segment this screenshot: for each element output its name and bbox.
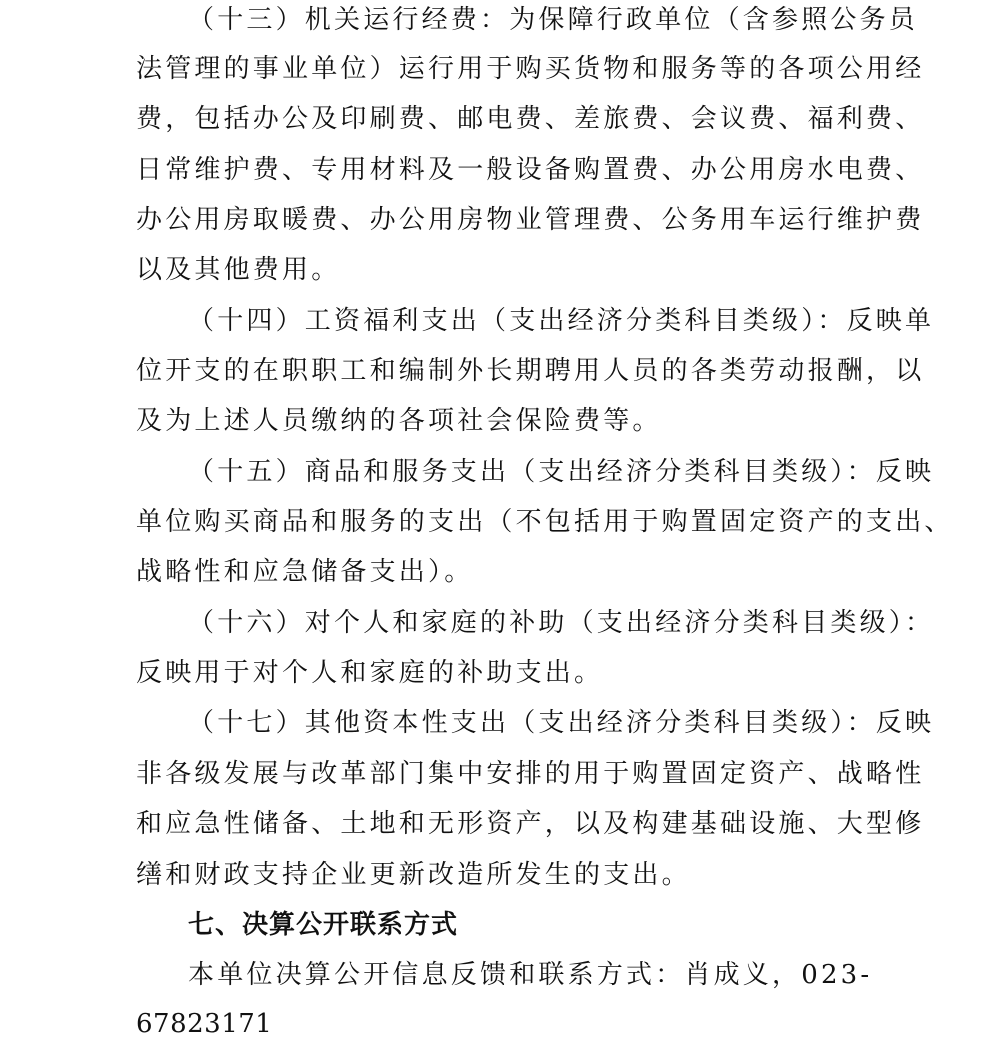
paragraph-13-line-6: 以及其他费用。	[136, 255, 341, 285]
paragraph-14-line-1: （十四）工资福利支出（支出经济分类科目类级）：反映单	[188, 306, 935, 336]
paragraph-15-line-2: 单位购买商品和服务的支出（不包括用于购置固定资产的支出、	[136, 507, 954, 537]
paragraph-13-line-3: 费，包括办公及印刷费、邮电费、差旅费、会议费、福利费、	[136, 104, 925, 134]
paragraph-14-line-2: 位开支的在职职工和编制外长期聘用人员的各类劳动报酬，以	[136, 356, 925, 386]
paragraph-14-line-3: 及为上述人员缴纳的各项社会保险费等。	[136, 406, 662, 436]
paragraph-13-line-1: （十三）机关运行经费：为保障行政单位（含参照公务员	[188, 5, 919, 35]
paragraph-17-line-1: （十七）其他资本性支出（支出经济分类科目类级）：反映	[188, 708, 935, 738]
paragraph-16-line-2: 反映用于对个人和家庭的补助支出。	[136, 658, 604, 688]
paragraph-13-line-2: 法管理的事业单位）运行用于购买货物和服务等的各项公用经	[136, 54, 925, 84]
paragraph-17-line-3: 和应急性储备、土地和无形资产，以及构建基础设施、大型修	[136, 809, 925, 839]
contact-phone: 67823171	[136, 1009, 273, 1039]
paragraph-17-line-4: 缮和财政支持企业更新改造所发生的支出。	[136, 860, 691, 890]
contact-line-1: 本单位决算公开信息反馈和联系方式：肖成义，023-	[188, 960, 873, 990]
paragraph-13-line-4: 日常维护费、专用材料及一般设备购置费、办公用房水电费、	[136, 155, 925, 185]
paragraph-15-line-1: （十五）商品和服务支出（支出经济分类科目类级）：反映	[188, 457, 935, 487]
paragraph-17-line-2: 非各级发展与改革部门集中安排的用于购置固定资产、战略性	[136, 759, 925, 789]
paragraph-15-line-3: 战略性和应急储备支出）。	[136, 557, 474, 587]
section-heading-contact: 七、决算公开联系方式	[188, 910, 459, 940]
paragraph-16-line-1: （十六）对个人和家庭的补助（支出经济分类科目类级）：	[188, 608, 935, 638]
paragraph-13-line-5: 办公用房取暖费、办公用房物业管理费、公务用车运行维护费	[136, 205, 925, 235]
